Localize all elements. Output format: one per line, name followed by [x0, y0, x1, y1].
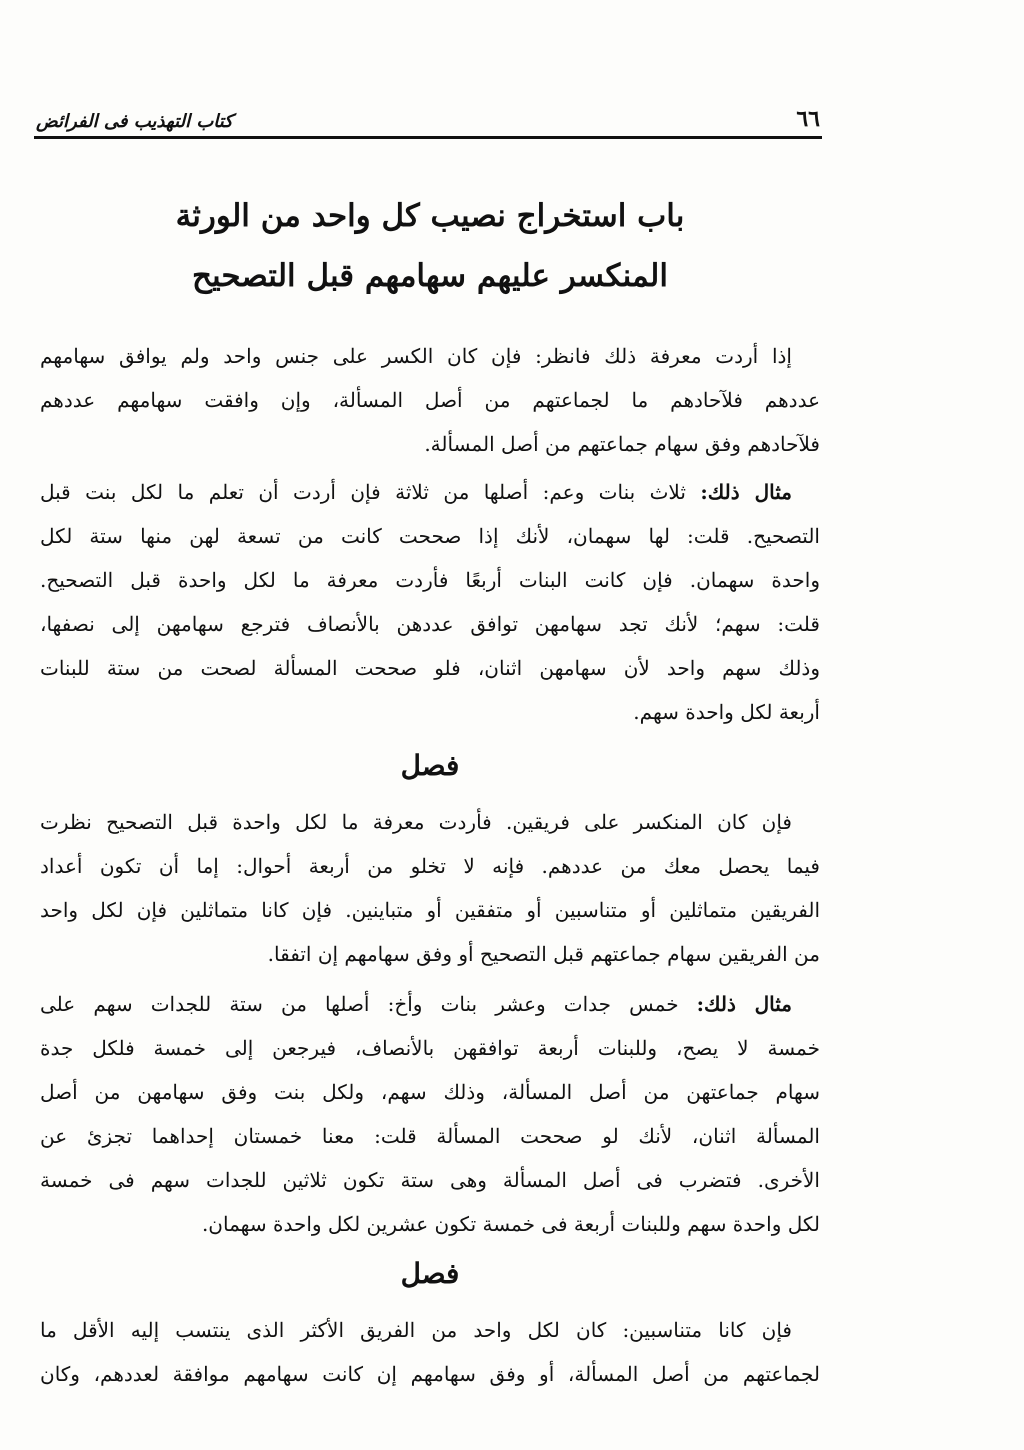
paragraph-text: خمس جدات وعشر بنات وأخ: أصلها من ستة للجدات سهم على: [40, 992, 697, 1016]
paragraph-line: فإن كان المنكسر على فريقين. فأردت معرفة ما لكل واحدة قبل التصحيح نظرت: [40, 810, 792, 834]
paragraph-4: [40, 982, 820, 1246]
paragraph-line: الأخرى. فتضرب فى أصل المسألة وهى ستة تكون ثلاثين للجدات سهم فى خمسة: [40, 1168, 820, 1192]
paragraph-3: [40, 800, 820, 976]
page-header: [36, 96, 820, 132]
paragraph-line: [40, 470, 820, 514]
chapter-title-line-2: المنكسر عليهم سهامهم قبل التصحيح: [192, 258, 668, 294]
paragraph-line: إذا أردت معرفة ذلك فانظر: فإن كان الكسر على جنس واحد ولم يوافق سهامهم: [40, 344, 792, 368]
paragraph-line: لجماعتهم من أصل المسألة، أو وفق سهامهم إن كانت سهامهم موافقة لعددهم، وكان: [40, 1362, 820, 1386]
paragraph-line: عددهم فلآحادهم ما لجماعتهم من أصل المسألة، وإن وافقت سهامهم عددهم: [40, 388, 820, 412]
paragraph-1: [40, 334, 820, 466]
paragraph-line: لكل واحدة سهم وللبنات أربعة فى خمسة تكون عشرين لكل واحدة سهمان.: [201, 1212, 820, 1236]
page-number: ٦٦: [796, 106, 820, 132]
example-lead: مثال ذلك:: [700, 480, 792, 504]
paragraph-line: فإن كانا متناسبين: كان لكل واحد من الفريق الأكثر الذى ينتسب إليه الأقل ما: [40, 1318, 792, 1342]
paragraph-line: وذلك سهم واحد لأن سهامهن اثنان، فلو صححت المسألة لصحت من ستة للبنات: [40, 656, 820, 680]
chapter-title: [60, 186, 800, 306]
paragraph-line: المسألة اثنان، لأنك لو صححت المسألة قلت: معنا خمستان إحداهما تجزئ عن: [40, 1124, 820, 1148]
example-lead: مثال ذلك:: [696, 992, 792, 1016]
chapter-title-line-1: باب استخراج نصيب كل واحد من الورثة: [175, 198, 685, 234]
paragraph-2: [40, 470, 820, 734]
paragraph-line: خمسة لا يصح، وللبنات أربعة توافقهن بالأنصاف، فيرجعن إلى خمسة فلكل جدة: [40, 1036, 820, 1060]
section-heading-1: فصل: [400, 749, 460, 782]
paragraph-line: سهام جماعتهن من أصل المسألة، وذلك سهم، ولكل بنت وفق سهامهن من أصل: [40, 1080, 820, 1104]
paragraph-line: من الفريقين سهام جماعتهم قبل التصحيح أو وفق سهامهم إن اتفقا.: [267, 942, 820, 966]
paragraph-line: التصحيح. قلت: لها سهمان، لأنك إذا صححت كانت من تسعة لهن منها ستة لكل: [40, 524, 820, 548]
section-heading-2: فصل: [400, 1257, 460, 1290]
header-rule: [34, 136, 822, 139]
paragraph-line: فيما يحصل معك من عددهم. فإنه لا تخلو من أربعة أحوال: إما أن تكون أعداد: [40, 854, 820, 878]
paragraph-text: ثلاث بنات وعم: أصلها من ثلاثة فإن أردت أن تعلم ما لكل بنت قبل: [40, 480, 701, 504]
paragraph-line: [40, 982, 820, 1026]
paragraph-line: قلت: سهم؛ لأنك تجد سهامهن توافق عددهن بالأنصاف فترجع سهامهن إلى نصفها،: [40, 612, 820, 636]
paragraph-line: الفريقين متماثلين أو متناسبين أو متفقين أو متباينين. فإن كانا متماثلين فإن لكل واحد: [40, 898, 821, 922]
paragraph-line: أربعة لكل واحدة سهم.: [633, 700, 820, 724]
paragraph-line: واحدة سهمان. فإن كانت البنات أربعًا فأردت معرفة ما لكل واحدة قبل التصحيح.: [40, 568, 820, 592]
paragraph-line: فلآحادهم وفق سهام جماعتهم من أصل المسألة.: [424, 432, 820, 456]
running-title: كتاب التهذيب فى الفرائض: [36, 111, 233, 132]
paragraph-5: [40, 1308, 820, 1396]
